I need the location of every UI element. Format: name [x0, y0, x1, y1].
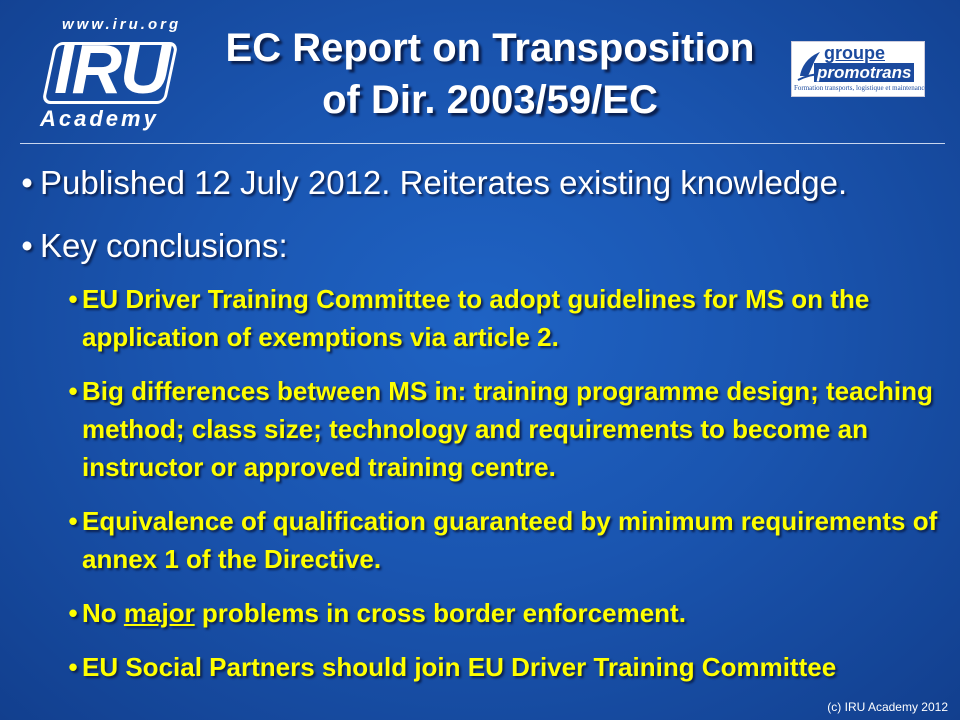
title-line-2: of Dir. 2003/59/EC — [322, 78, 658, 122]
partner-logo-line-2: promotrans — [814, 63, 914, 82]
iru-academy-logo — [40, 14, 180, 134]
bullet-text-emphasis: major — [123, 598, 195, 628]
sub-bullet-differences — [64, 372, 954, 486]
bullet-text: EU Social Partners should join EU Driver Training Committee — [82, 652, 837, 682]
bullet-published — [14, 163, 954, 203]
partner-logo — [791, 41, 928, 97]
bullet-marker: • — [68, 376, 78, 406]
bullet-marker: • — [68, 598, 78, 628]
bullet-text: Equivalence of qualification guaranteed by minimum requirements of annex 1 of the Directive. — [82, 506, 938, 574]
bullet-text: Big differences between MS in: training programme design; teaching method; class size; technology and requirements to become an instructor or approved training centre. — [82, 376, 933, 482]
bullet-marker: • — [21, 164, 33, 201]
title-line-1: EC Report on Transposition — [225, 26, 755, 70]
bullet-text: Key conclusions: — [40, 227, 288, 264]
bullet-text: EU Driver Training Committee to adopt guidelines for MS on the application of exemptions via article 2. — [82, 284, 870, 352]
sub-bullet-enforcement — [64, 594, 954, 632]
logo-name: IRU — [54, 30, 169, 108]
bullet-text-post: problems in cross border enforcement. — [194, 598, 686, 628]
slide-title — [190, 22, 790, 126]
bullet-text — [64, 594, 954, 632]
partner-logo-tagline: Formation transports, logistique et maintenance — [794, 84, 928, 92]
bullet-marker: • — [68, 652, 78, 682]
bullet-text: Published 12 July 2012. Reiterates existing knowledge. — [40, 164, 848, 201]
bullet-key-conclusions — [14, 226, 954, 266]
bullet-marker: • — [68, 284, 78, 314]
divider — [20, 143, 945, 144]
partner-logo-line-1: groupe — [824, 43, 885, 63]
logo-subtitle: Academy — [40, 106, 159, 131]
bullet-marker: • — [68, 506, 78, 536]
sub-bullet-equivalence — [64, 502, 954, 578]
copyright-footer: (c) IRU Academy 2012 — [827, 700, 948, 714]
sub-bullet-social-partners — [64, 648, 954, 686]
logo-url: www.iru.org — [62, 16, 182, 33]
sub-bullet-guidelines — [64, 280, 954, 356]
bullet-marker: • — [21, 227, 33, 264]
bullet-text-pre: No — [82, 598, 124, 628]
